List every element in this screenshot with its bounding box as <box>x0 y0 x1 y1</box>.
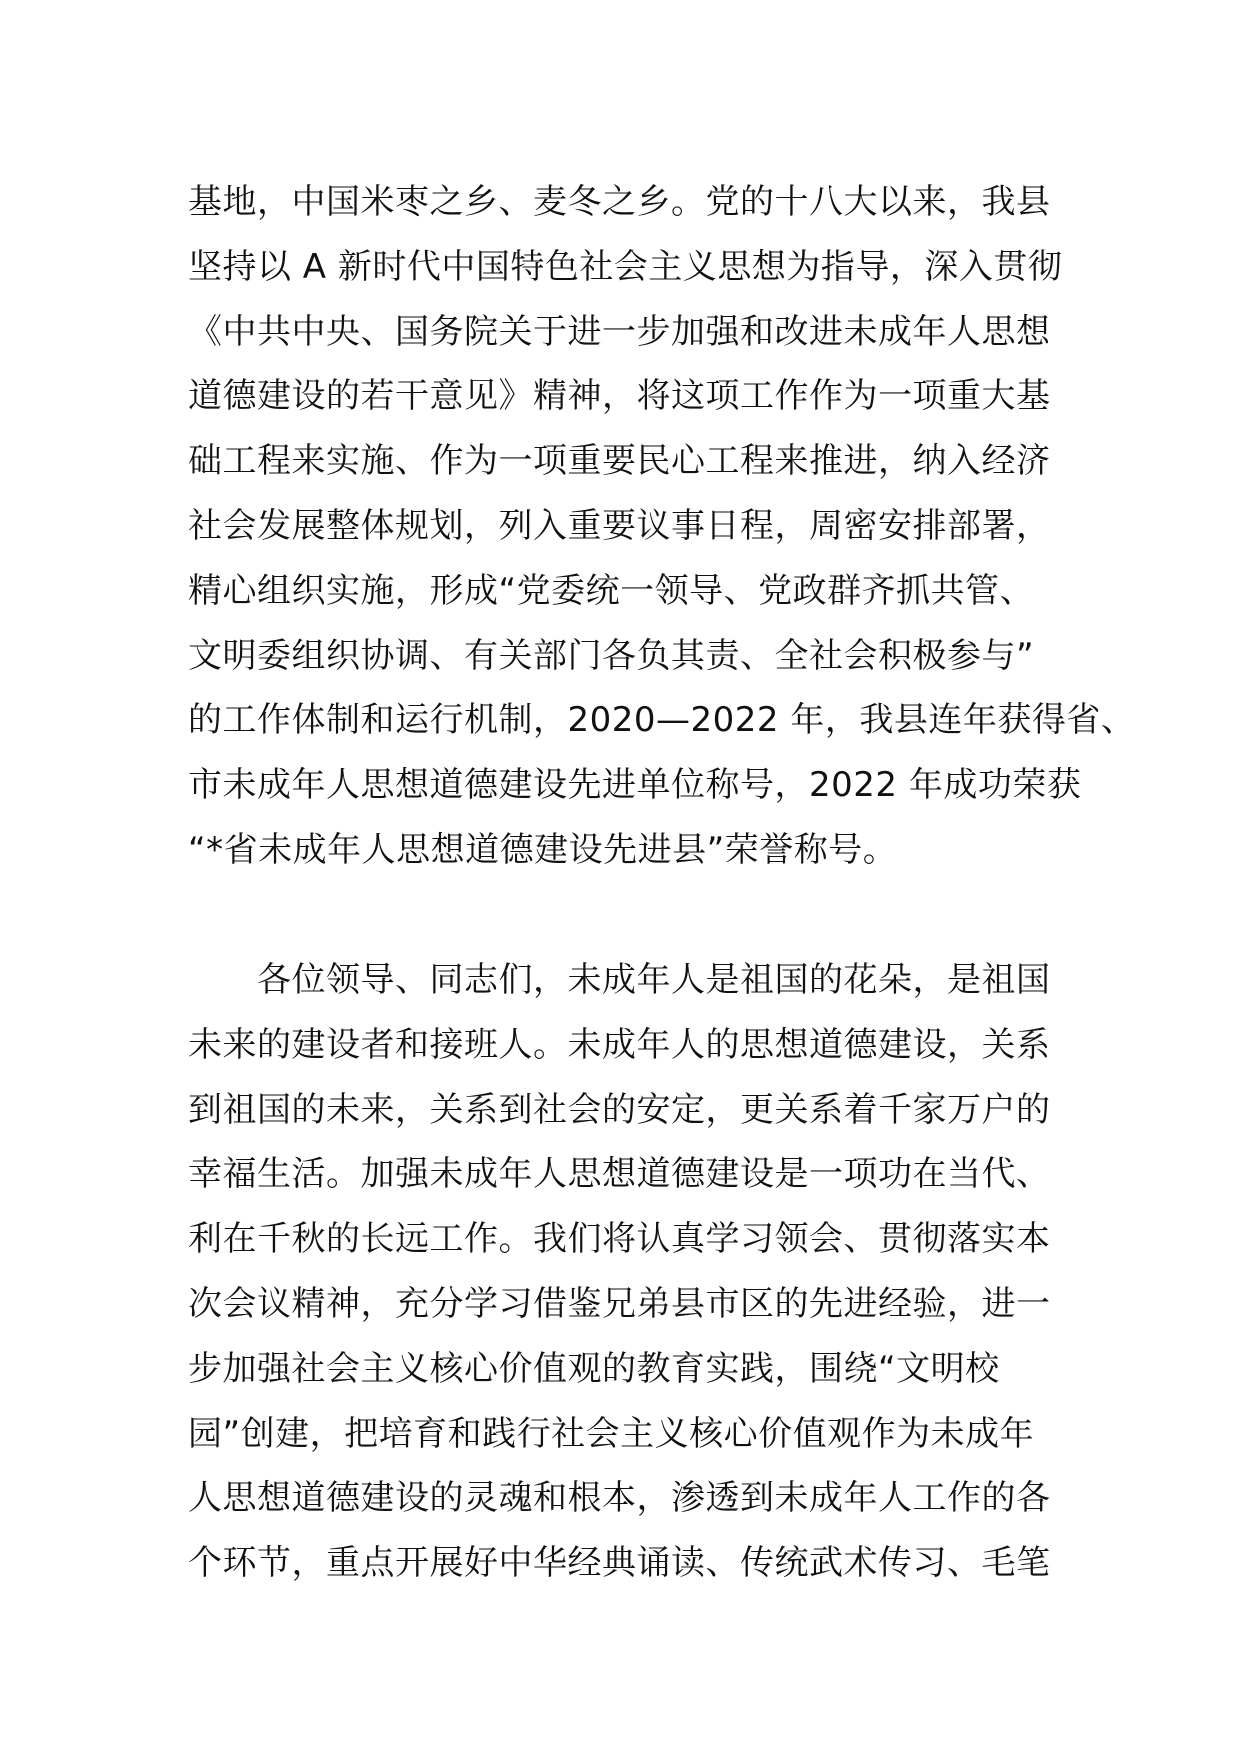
text-line: 人思想道德建设的灵魂和根本，渗透到未成年人工作的各 <box>188 1478 1051 1519</box>
text-line: 础工程来实施、作为一项重要民心工程来推进，纳入经济 <box>188 441 1051 482</box>
text-line: 道德建设的若干意见》精神，将这项工作作为一项重大基 <box>188 376 1051 417</box>
text-line: 园”创建，把培育和践行社会主义核心价值观作为未成年 <box>188 1413 1035 1454</box>
paragraph-2 <box>188 948 1088 1596</box>
text-line: 《中共中央、国务院关于进一步加强和改进未成年人思想 <box>188 311 1051 352</box>
text-line: 次会议精神，充分学习借鉴兄弟县市区的先进经验，进一 <box>188 1283 1051 1324</box>
text-line: 未来的建设者和接班人。未成年人的思想道德建设，关系 <box>188 1024 1051 1065</box>
text-line: 市未成年人思想道德建设先进单位称号，2022 年成功荣获 <box>188 765 1082 806</box>
text-line: 社会发展整体规划，列入重要议事日程，周密安排部署， <box>188 505 1051 546</box>
text-line: 精心组织实施，形成“党委统一领导、党政群齐抓共管、 <box>188 570 1035 611</box>
text-line: 个环节，重点开展好中华经典诵读、传统武术传习、毛笔 <box>188 1543 1051 1584</box>
text-line: 到祖国的未来，关系到社会的安定，更关系着千家万户的 <box>188 1089 1051 1130</box>
text-line: 步加强社会主义核心价值观的教育实践，围绕“文明校 <box>188 1348 1000 1389</box>
text-line: 基地，中国米枣之乡、麦冬之乡。党的十八大以来，我县 <box>188 182 1051 222</box>
paragraph-1 <box>188 170 1136 883</box>
text-line: 幸福生活。加强未成年人思想道德建设是一项功在当代、 <box>188 1154 1051 1195</box>
text-line: 坚持以 A 新时代中国特色社会主义思想为指导，深入贯彻 <box>188 246 1063 287</box>
text-line: 的工作体制和运行机制，2020—2022 年，我县连年获得省、 <box>188 700 1136 741</box>
text-line: 各位领导、同志们，未成年人是祖国的花朵，是祖国 <box>188 960 1051 1000</box>
text-line: “*省未成年人思想道德建设先进县”荣誉称号。 <box>188 829 898 870</box>
text-line: 文明委组织协调、有关部门各负其责、全社会积极参与” <box>188 635 1035 676</box>
text-line: 利在千秋的长远工作。我们将认真学习领会、贯彻落实本 <box>188 1219 1051 1260</box>
